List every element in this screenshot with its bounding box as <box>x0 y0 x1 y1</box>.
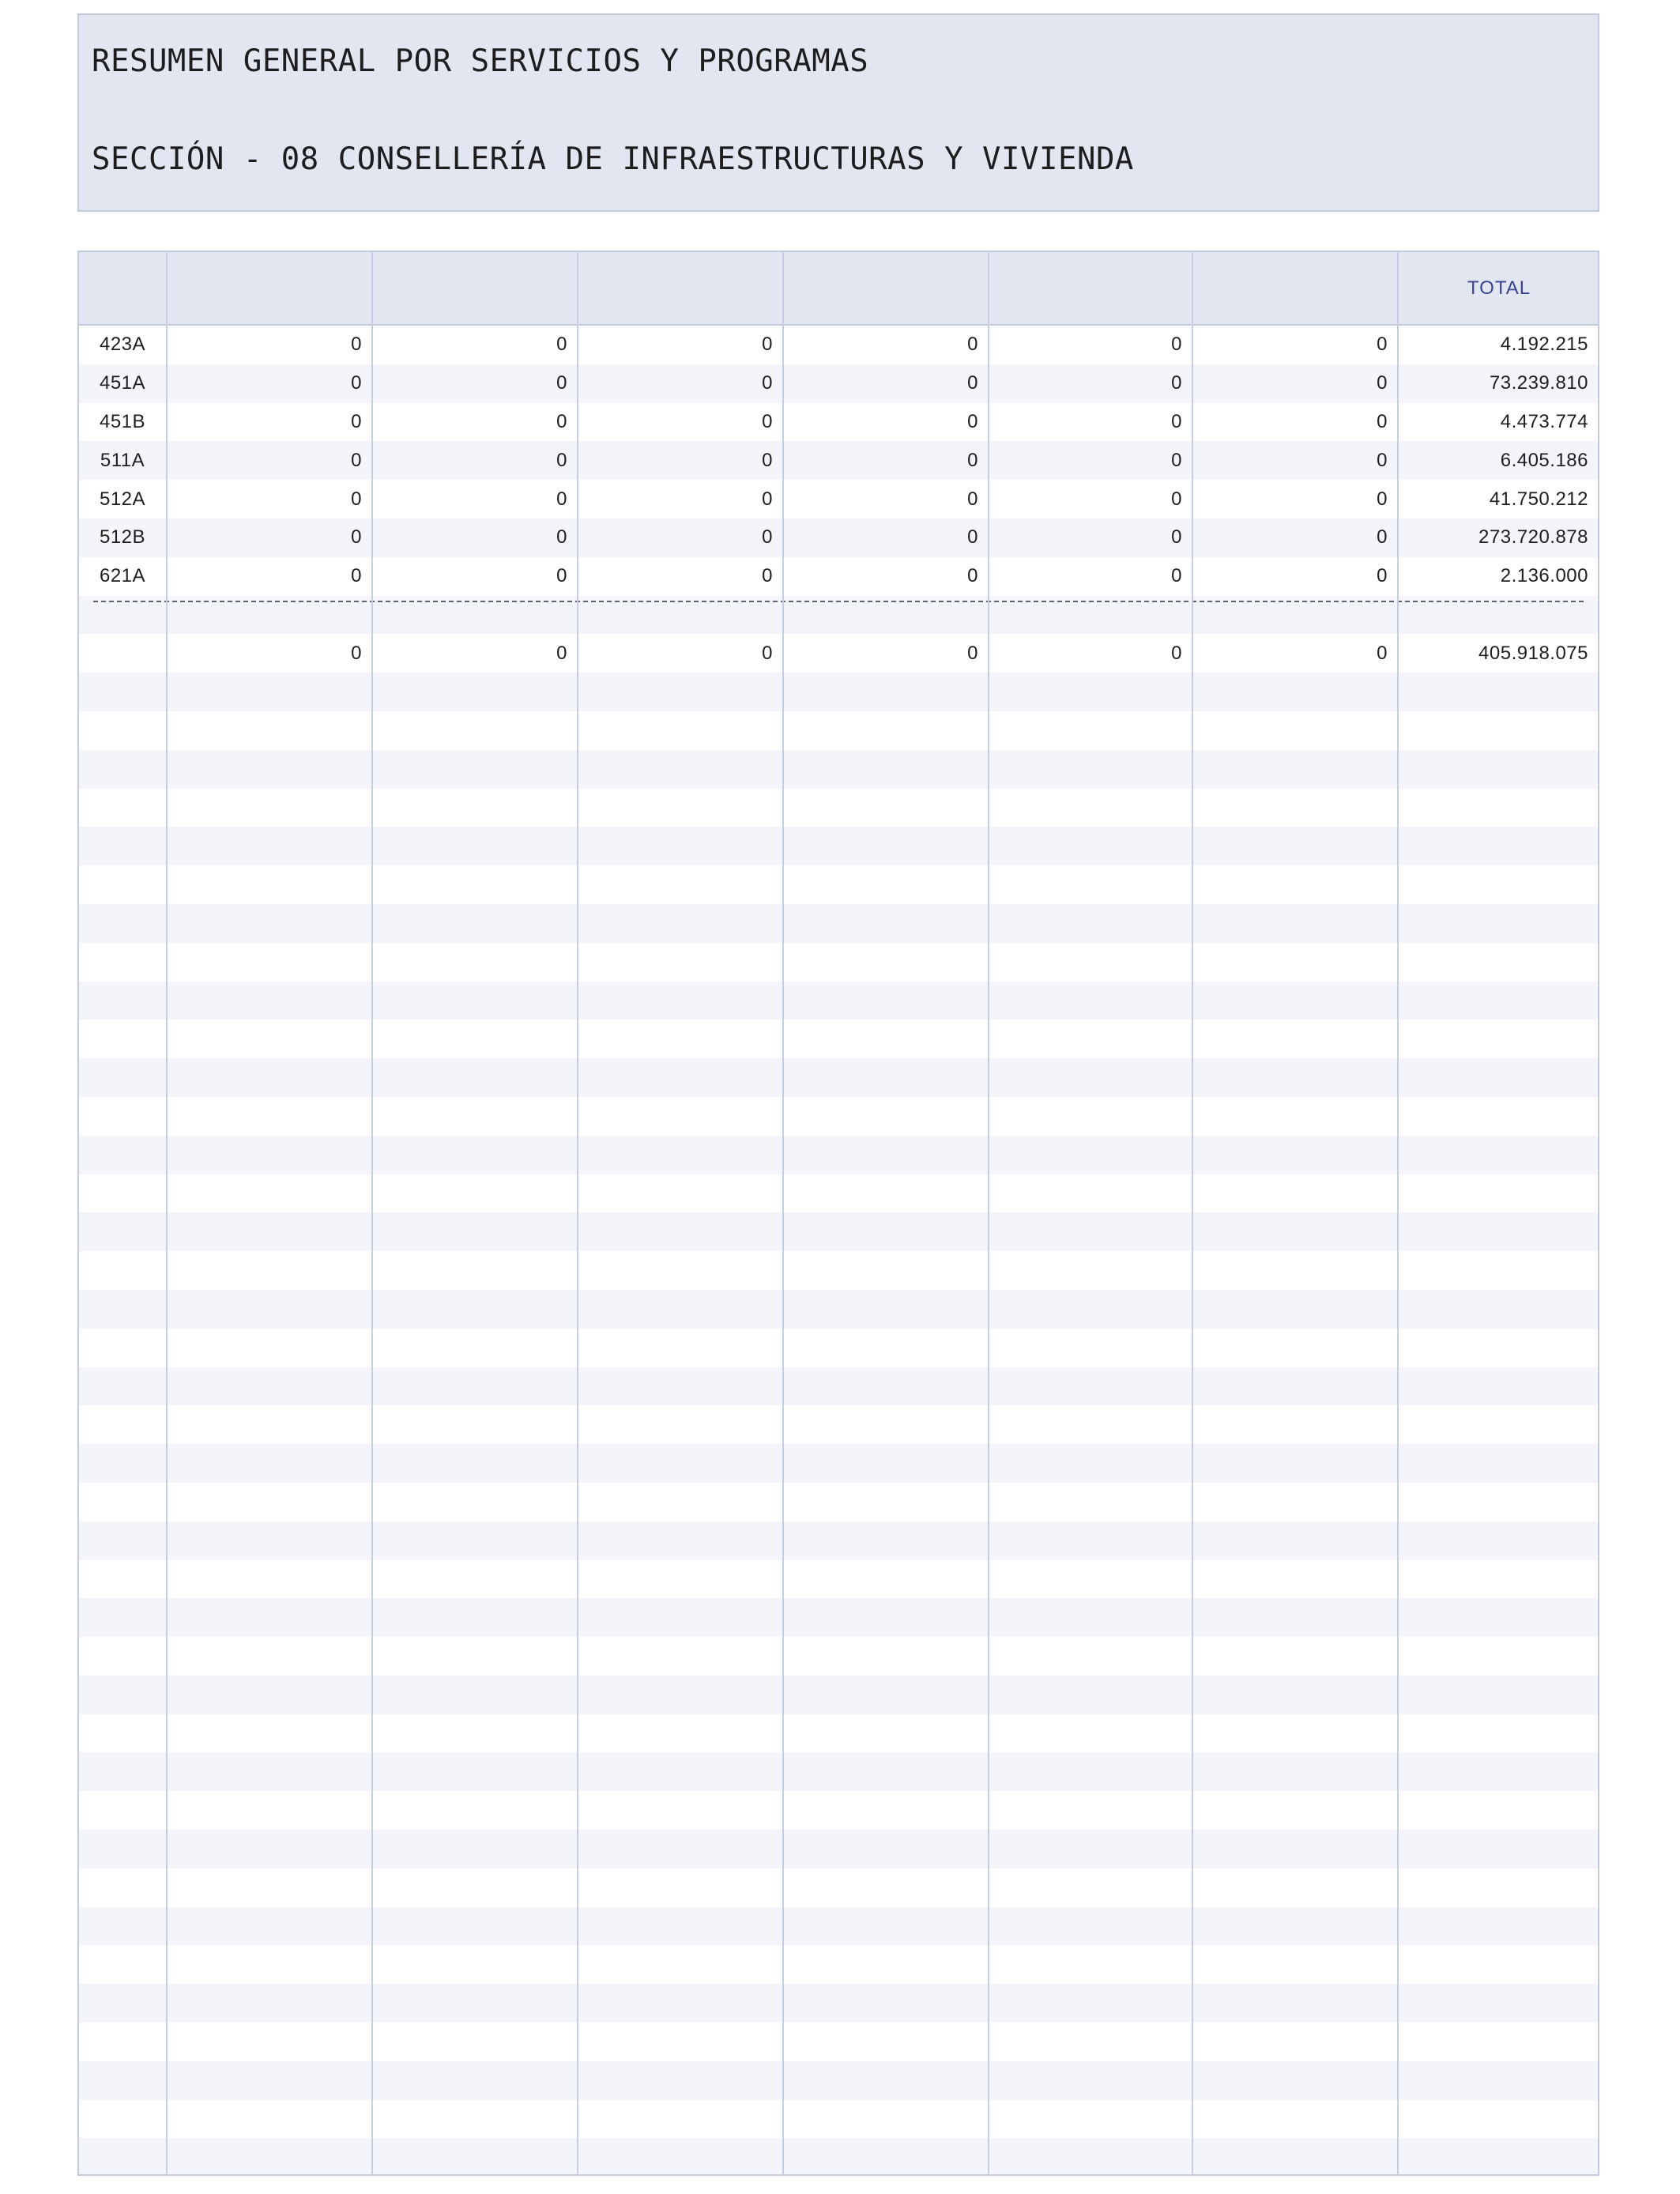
value-cell: 0 <box>351 526 362 548</box>
summary-value-cell: 0 <box>967 642 978 664</box>
value-cell: 0 <box>351 565 362 587</box>
value-cell: 0 <box>556 526 567 548</box>
value-cell: 0 <box>1377 488 1388 510</box>
table-stripe <box>79 2061 1598 2100</box>
table-stripe <box>79 1560 1598 1599</box>
table-stripe <box>79 1714 1598 1753</box>
total-cell: 6.405.186 <box>1500 449 1588 471</box>
total-cell: 4.192.215 <box>1500 334 1588 356</box>
table-stripe <box>79 827 1598 865</box>
value-cell: 0 <box>1171 565 1182 587</box>
value-cell: 0 <box>351 410 362 432</box>
table-stripe <box>79 1945 1598 1984</box>
table-stripe <box>79 2138 1598 2176</box>
table-stripe <box>79 1329 1598 1367</box>
program-code: 451A <box>99 372 146 394</box>
table-stripe <box>79 1444 1598 1483</box>
total-cell: 2.136.000 <box>1500 565 1588 587</box>
table-row <box>79 518 1598 557</box>
value-cell: 0 <box>762 565 773 587</box>
table-row <box>79 326 1598 364</box>
table-stripe <box>79 1830 1598 1868</box>
summary-value-cell: 0 <box>762 642 773 664</box>
table-stripe <box>79 1637 1598 1676</box>
value-cell: 0 <box>762 334 773 356</box>
value-cell: 0 <box>1377 565 1388 587</box>
value-cell: 0 <box>967 449 978 471</box>
table-row <box>79 480 1598 518</box>
summary-value-cell: 0 <box>1377 642 1388 664</box>
value-cell: 0 <box>967 334 978 356</box>
table-stripe <box>79 1097 1598 1136</box>
value-cell: 0 <box>762 449 773 471</box>
table-stripe <box>79 1212 1598 1251</box>
value-cell: 0 <box>1377 372 1388 394</box>
total-cell: 4.473.774 <box>1500 410 1588 432</box>
separator-row <box>79 596 1598 635</box>
program-code: 423A <box>99 334 146 356</box>
table-stripe <box>79 2022 1598 2061</box>
value-cell: 0 <box>1377 526 1388 548</box>
table-row <box>79 441 1598 480</box>
total-cell: 73.239.810 <box>1489 372 1588 394</box>
value-cell: 0 <box>1171 334 1182 356</box>
grand-total-cell: 405.918.075 <box>1478 642 1588 664</box>
value-cell: 0 <box>1171 449 1182 471</box>
table-stripe <box>79 1676 1598 1714</box>
table-stripe <box>79 1791 1598 1830</box>
table-stripe <box>79 1367 1598 1406</box>
program-code: 621A <box>99 565 146 587</box>
dashed-separator <box>93 601 1584 602</box>
value-cell: 0 <box>967 410 978 432</box>
table-stripe <box>79 711 1598 750</box>
value-cell: 0 <box>762 410 773 432</box>
table-stripe <box>79 1598 1598 1637</box>
value-cell: 0 <box>556 449 567 471</box>
table-stripe <box>79 943 1598 982</box>
total-cell: 41.750.212 <box>1489 488 1588 510</box>
table-stripe <box>79 1868 1598 1907</box>
table-stripe <box>79 1290 1598 1329</box>
value-cell: 0 <box>1377 334 1388 356</box>
value-cell: 0 <box>351 372 362 394</box>
program-code: 512B <box>99 526 146 548</box>
total-column-header <box>1397 252 1599 324</box>
value-cell: 0 <box>556 372 567 394</box>
table-stripe <box>79 1521 1598 1560</box>
value-cell: 0 <box>1377 449 1388 471</box>
table-body <box>79 326 1598 673</box>
table-stripe <box>79 865 1598 904</box>
program-code: 451B <box>99 410 146 432</box>
summary-value-cell: 0 <box>351 642 362 664</box>
table-stripe <box>79 1020 1598 1058</box>
value-cell: 0 <box>351 449 362 471</box>
summary-value-cell: 0 <box>1171 642 1182 664</box>
report-header <box>77 13 1599 212</box>
table-stripe <box>79 673 1598 711</box>
table-stripe <box>79 1058 1598 1097</box>
table-header <box>79 252 1598 326</box>
value-cell: 0 <box>556 565 567 587</box>
value-cell: 0 <box>1171 372 1182 394</box>
summary-table <box>77 251 1599 2176</box>
value-cell: 0 <box>1171 410 1182 432</box>
value-cell: 0 <box>351 488 362 510</box>
section-title: SECCIÓN - 08 CONSELLERÍA DE INFRAESTRUCTURAS Y VIVIENDA <box>92 141 1134 177</box>
program-code: 512A <box>99 488 146 510</box>
table-stripe <box>79 1251 1598 1290</box>
table-stripe <box>79 904 1598 943</box>
table-stripe <box>79 789 1598 827</box>
table-stripe <box>79 1483 1598 1521</box>
value-cell: 0 <box>1171 526 1182 548</box>
value-cell: 0 <box>556 334 567 356</box>
table-stripe <box>79 1752 1598 1791</box>
table-stripe <box>79 2100 1598 2139</box>
total-cell: 273.720.878 <box>1478 526 1588 548</box>
value-cell: 0 <box>1377 410 1388 432</box>
value-cell: 0 <box>762 488 773 510</box>
table-stripe <box>79 1907 1598 1946</box>
program-code: 511A <box>100 449 145 471</box>
value-cell: 0 <box>967 565 978 587</box>
table-row <box>79 403 1598 442</box>
table-stripe <box>79 1174 1598 1213</box>
table-stripe <box>79 1984 1598 2022</box>
value-cell: 0 <box>762 372 773 394</box>
table-stripe <box>79 982 1598 1020</box>
value-cell: 0 <box>967 488 978 510</box>
total-header-label: TOTAL <box>1467 277 1531 299</box>
table-stripe <box>79 750 1598 789</box>
table-stripe <box>79 1136 1598 1174</box>
value-cell: 0 <box>556 410 567 432</box>
summary-value-cell: 0 <box>556 642 567 664</box>
summary-row <box>79 634 1598 673</box>
report-title: RESUMEN GENERAL POR SERVICIOS Y PROGRAMAS <box>92 43 869 79</box>
table-row <box>79 364 1598 403</box>
value-cell: 0 <box>762 526 773 548</box>
value-cell: 0 <box>1171 488 1182 510</box>
value-cell: 0 <box>967 526 978 548</box>
value-cell: 0 <box>556 488 567 510</box>
table-row <box>79 557 1598 596</box>
table-stripe <box>79 1405 1598 1444</box>
value-cell: 0 <box>967 372 978 394</box>
value-cell: 0 <box>351 334 362 356</box>
